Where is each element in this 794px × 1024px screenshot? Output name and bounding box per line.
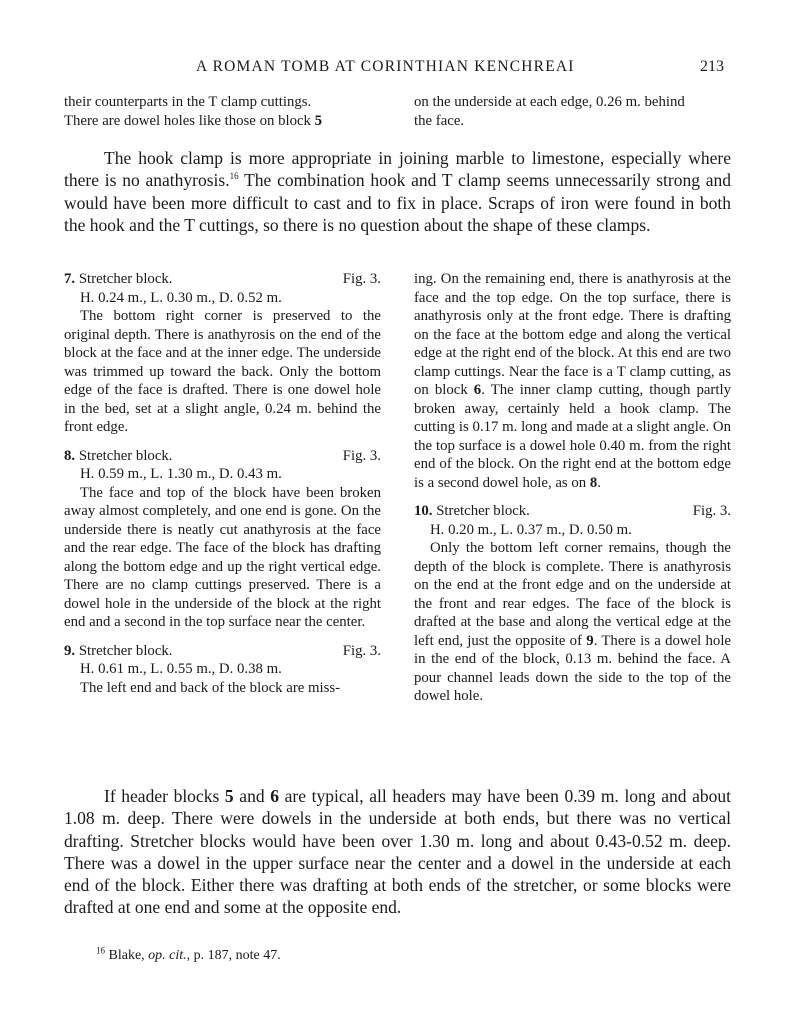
entry-10-text: Only the bottom left corner remains, though the depth of the block is complete. There is anathyrosis on the end at the front edge and on the underside at the front and rear edges. The face of the block is drafted at the base and along the vertical edge at the left end, just the opposite of 9. There is a dowel hole in the end of the block, 0.13 m. behind the face. A pour channel leads down the side to the top of the dowel hole.: [414, 540, 731, 704]
entry-10-number: 10.: [414, 503, 433, 519]
entry-7-title: Stretcher block.: [78, 271, 173, 287]
catalogue-left-column: [64, 270, 381, 697]
entry-9: [64, 642, 381, 698]
running-title: A ROMAN TOMB AT CORINTHIAN KENCHREAI: [196, 58, 575, 75]
top-right-line-2: the face.: [414, 112, 465, 129]
entry-10-title: Stretcher block.: [436, 503, 530, 519]
entry-7-number: 7.: [64, 271, 76, 287]
entry-9-dims: H. 0.61 m., L. 0.55 m., D. 0.38 m.: [80, 661, 282, 677]
top-left-line-1: their counterparts in the T clamp cuttings.: [64, 94, 312, 110]
entry-8-text: The face and top of the block have been broken away almost completely, and one end is gone. On the underside there is neatly cut anathyrosis at the face and the rear edge. The face of the block has drafting along the bottom edge and up the right vertical edge. There are no clamp cuttings preserved. There is a dowel hole in the underside of the block at the right end and a second in the top surface near the center.: [64, 484, 381, 630]
entry-7-text: The bottom right corner is preserved to the original depth. There is anathyrosis on the end of the block at the face and at the inner edge. The underside was trimmed up toward the back. Only the bottom edge of the face is drafted. There is one dowel hole in the bed, set at a slight angle, 0.24 m. behind the front edge.: [64, 308, 381, 435]
top-right-column: [414, 93, 731, 130]
entry-7: [64, 270, 381, 437]
entry-9-continued-text: ing. On the remaining end, there is anathyrosis at the face and the top edge. On the top surface, there is anathyrosis only at the front edge. There is drafting on the face at the bottom edge and along the vertical edge at the right end of the block. At this end are two clamp cuttings. Near the face is a T clamp cutting, as on block 6. The inner clamp cutting, though partly broken away, certainly held a hook clamp. The cutting is 0.17 m. long and made at a slight angle. On the top surface is a dowel hole 0.40 m. from the right end of the block. On the right end at the bottom edge is a second dowel hole, as on 8.: [414, 271, 731, 491]
block-ref-5: 5: [314, 112, 323, 129]
catalogue-right-column: [414, 270, 731, 706]
entry-9-fig: Fig. 3.: [342, 642, 381, 659]
entry-9-number: 9.: [64, 642, 76, 659]
entry-8-title: Stretcher block.: [78, 447, 173, 464]
entry-9-title: Stretcher block.: [78, 642, 173, 659]
entry-7-dims: H. 0.24 m., L. 0.30 m., D. 0.52 m.: [80, 289, 282, 306]
top-right-line-1: on the underside at each edge, 0.26 m. behind: [414, 94, 685, 110]
entry-8: [64, 447, 381, 632]
footnote-ref-16: 16: [229, 171, 239, 182]
entry-9-continued: [414, 270, 731, 492]
entry-8-number: 8.: [64, 447, 76, 464]
entry-10-dims: H. 0.20 m., L. 0.37 m., D. 0.50 m.: [430, 521, 632, 538]
page-number: 213: [700, 58, 724, 75]
entry-8-fig: Fig. 3.: [342, 447, 381, 464]
entry-10-fig: Fig. 3.: [692, 503, 731, 519]
footnote-16: $^{16}$ Blake, op. cit., p. 187, note 47.: [96, 945, 281, 963]
entry-7-fig: Fig. 3.: [342, 271, 381, 287]
running-header: [0, 58, 794, 80]
entry-8-dims: H. 0.59 m., L. 1.30 m., D. 0.43 m.: [80, 466, 282, 482]
footnote-number: 16: [96, 945, 105, 956]
paragraph-summary: If header blocks 5 and 6 are typical, all headers may have been 0.39 m. long and about 1.08 m. deep. There were dowels in the underside at both ends, but there was no vertical drafting. Stretcher blocks would have been over 1.30 m. long and about 0.43-0.52 m. deep. There was a dowel in the upper surface near the center and a dowel in the underside at each end of the block. Either there was drafting at both ends of the stretcher, or some blocks were drafted at one end and some at the opposite end.: [64, 786, 731, 918]
entry-9-text: The left end and back of the block are miss-: [80, 679, 341, 696]
top-left-line-2: There are dowel holes like those on block 5: [64, 112, 323, 129]
paragraph-hook-clamp: The hook clamp is more appropriate in joining marble to limestone, especially where there is no anathyrosis.$^{16}$ The combination hook and T clamp seems unnecessarily strong and would have been more difficult to cast and to fix in place. Scraps of iron were found in both the hook and the T cuttings, so there is no question about the shape of these clamps.: [64, 148, 732, 235]
top-left-column: [64, 93, 381, 130]
entry-10: [414, 502, 731, 706]
